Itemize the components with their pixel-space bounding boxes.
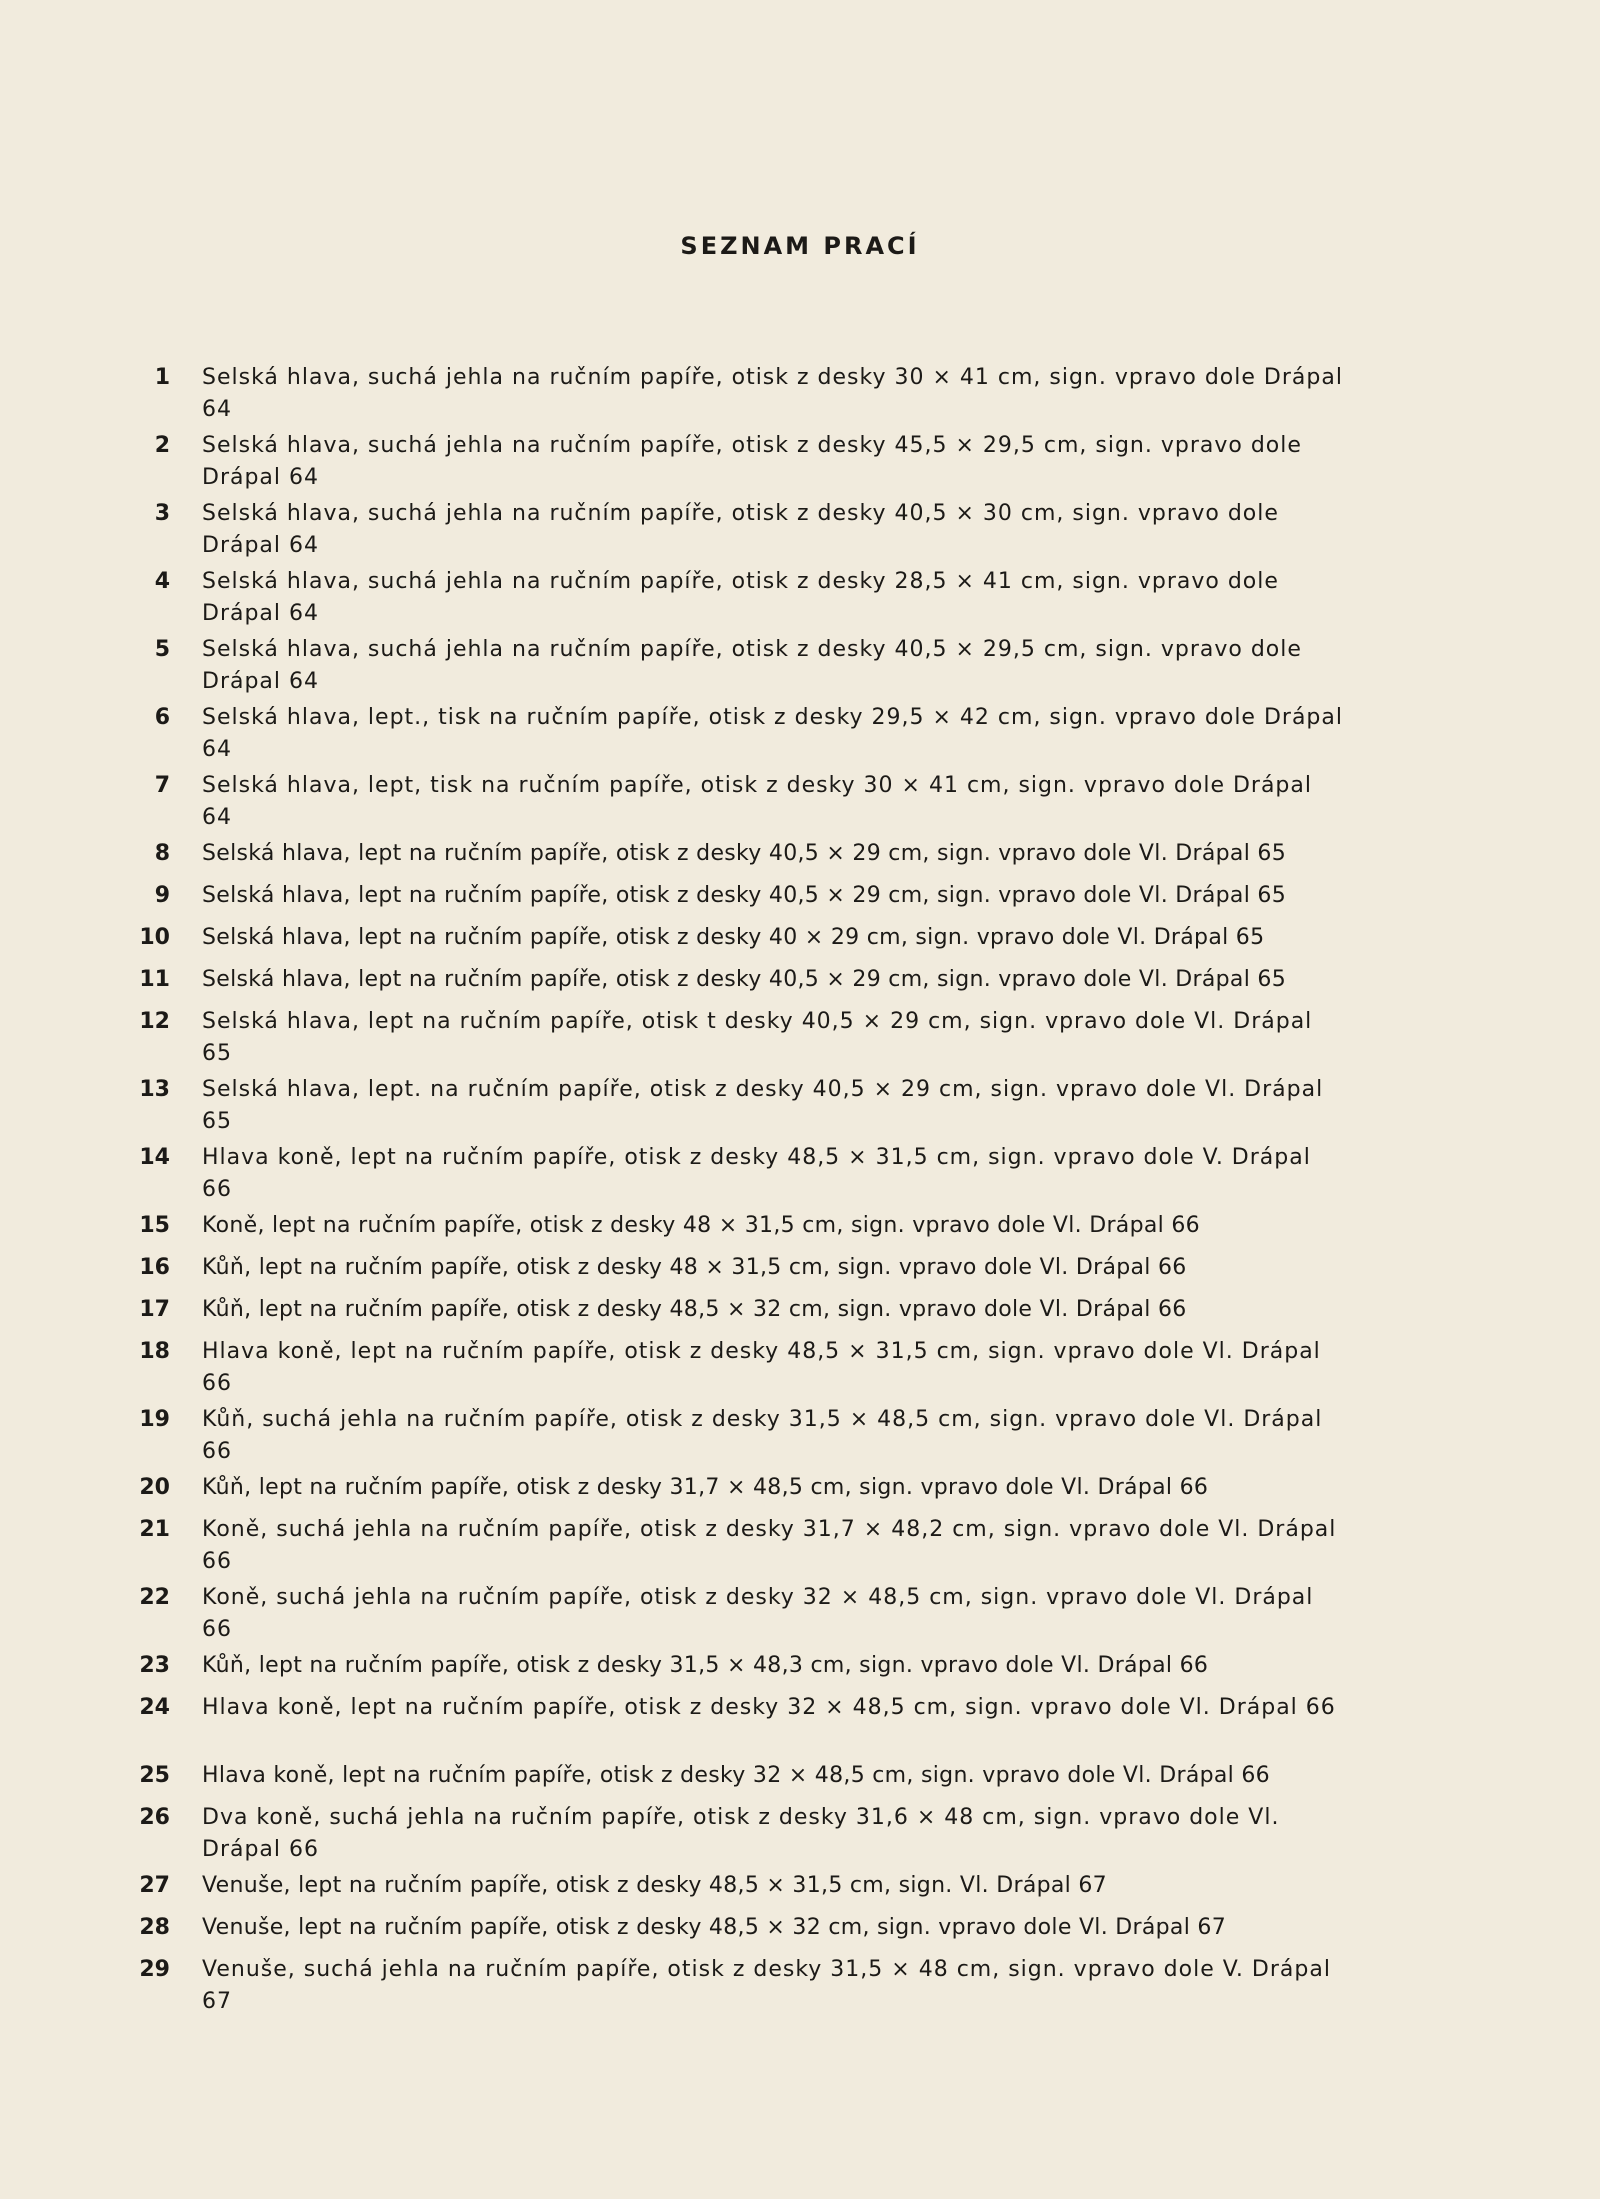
item-text: Selská hlava, lept na ručním papíře, otisk t desky 40,5 × 29 cm, sign. vpravo dole Vl. Drápal 65 [202, 1009, 1313, 1066]
item-number: 24 [139, 1695, 170, 1720]
list-item [136, 1472, 1346, 1514]
item-text: Hlava koně, lept na ručním papíře, otisk z desky 48,5 × 31,5 cm, sign. vpravo dole V. Drápal 66 [202, 1145, 1311, 1202]
item-number: 17 [139, 1297, 170, 1322]
item-text: Koně, lept na ručním papíře, otisk z desky 48 × 31,5 cm, sign. vpravo dole Vl. Drápal 66 [202, 1213, 1200, 1238]
item-number: 4 [154, 569, 170, 594]
list-item [136, 566, 1346, 634]
item-number: 14 [139, 1145, 170, 1170]
list-item [136, 1252, 1346, 1294]
item-text: Kůň, lept na ručním papíře, otisk z desky 31,7 × 48,5 cm, sign. vpravo dole Vl. Drápal 66 [202, 1475, 1209, 1500]
item-text: Selská hlava, lept na ručním papíře, otisk z desky 40,5 × 29 cm, sign. vpravo dole Vl. Drápal 65 [202, 841, 1286, 866]
item-text: Koně, suchá jehla na ručním papíře, otisk z desky 32 × 48,5 cm, sign. vpravo dole Vl. Drápal 66 [202, 1585, 1314, 1642]
list-item [136, 1294, 1346, 1336]
item-number: 20 [139, 1475, 170, 1500]
list-item [136, 922, 1346, 964]
item-text: Kůň, lept na ručním papíře, otisk z desky 31,5 × 48,3 cm, sign. vpravo dole Vl. Drápal 66 [202, 1653, 1209, 1678]
item-number: 22 [139, 1585, 170, 1610]
list-item [136, 838, 1346, 880]
item-text: Kůň, lept na ručním papíře, otisk z desky 48,5 × 32 cm, sign. vpravo dole Vl. Drápal 66 [202, 1297, 1187, 1322]
list-item [136, 964, 1346, 1006]
list-item [136, 880, 1346, 922]
item-text: Hlava koně, lept na ručním papíře, otisk z desky 32 × 48,5 cm, sign. vpravo dole Vl. Drápal 66 [202, 1695, 1336, 1720]
item-number: 2 [154, 433, 170, 458]
item-text: Selská hlava, lept. na ručním papíře, otisk z desky 40,5 × 29 cm, sign. vpravo dole Vl. Drápal 65 [202, 1077, 1324, 1134]
item-number: 23 [139, 1653, 170, 1678]
item-text: Selská hlava, suchá jehla na ručním papíře, otisk z desky 40,5 × 29,5 cm, sign. vpravo dole Drápal 64 [202, 637, 1302, 694]
item-number: 15 [139, 1213, 170, 1238]
item-text: Selská hlava, lept na ručním papíře, otisk z desky 40 × 29 cm, sign. vpravo dole Vl. Drápal 65 [202, 925, 1265, 950]
item-text: Selská hlava, suchá jehla na ručním papíře, otisk z desky 30 × 41 cm, sign. vpravo dole Drápal 64 [202, 365, 1343, 422]
list-item [136, 1954, 1346, 2022]
list-item [136, 1650, 1346, 1692]
list-item [136, 1210, 1346, 1252]
list-item [136, 362, 1346, 430]
item-number: 8 [154, 841, 170, 866]
list-item [136, 1802, 1346, 1870]
item-number: 29 [139, 1957, 170, 1982]
item-text: Koně, suchá jehla na ručním papíře, otisk z desky 31,7 × 48,2 cm, sign. vpravo dole Vl. Drápal 66 [202, 1517, 1337, 1574]
item-number: 28 [139, 1915, 170, 1940]
item-number: 11 [139, 967, 170, 992]
item-text: Hlava koně, lept na ručním papíře, otisk z desky 32 × 48,5 cm, sign. vpravo dole Vl. Drápal 66 [202, 1763, 1270, 1788]
item-number: 26 [139, 1805, 170, 1830]
list-item [136, 498, 1346, 566]
list-item [136, 1142, 1346, 1210]
list-item [136, 702, 1346, 770]
list-item [136, 1692, 1346, 1760]
item-number: 7 [154, 773, 170, 798]
item-text: Selská hlava, lept., tisk na ručním papíře, otisk z desky 29,5 × 42 cm, sign. vpravo dole Drápal 64 [202, 705, 1343, 762]
item-number: 12 [139, 1009, 170, 1034]
item-number: 16 [139, 1255, 170, 1280]
item-text: Selská hlava, lept na ručním papíře, otisk z desky 40,5 × 29 cm, sign. vpravo dole Vl. Drápal 65 [202, 883, 1286, 908]
item-text: Venuše, lept na ručním papíře, otisk z desky 48,5 × 31,5 cm, sign. Vl. Drápal 67 [202, 1873, 1107, 1898]
item-text: Dva koně, suchá jehla na ručním papíře, otisk z desky 31,6 × 48 cm, sign. vpravo dole Vl. Drápal 66 [202, 1805, 1280, 1862]
item-number: 5 [154, 637, 170, 662]
item-text: Venuše, suchá jehla na ručním papíře, otisk z desky 31,5 × 48 cm, sign. vpravo dole V. Drápal 67 [202, 1957, 1331, 2014]
item-number: 1 [154, 365, 170, 390]
item-number: 6 [154, 705, 170, 730]
list-item [136, 634, 1346, 702]
list-item [136, 1514, 1346, 1582]
list-item [136, 1074, 1346, 1142]
list-item [136, 1006, 1346, 1074]
item-number: 10 [139, 925, 170, 950]
list-item [136, 1404, 1346, 1472]
item-number: 13 [139, 1077, 170, 1102]
item-text: Venuše, lept na ručním papíře, otisk z desky 48,5 × 32 cm, sign. vpravo dole Vl. Drápal 67 [202, 1915, 1227, 1940]
list-item [136, 1870, 1346, 1912]
list-item [136, 1760, 1346, 1802]
item-number: 18 [139, 1339, 170, 1364]
item-text: Selská hlava, suchá jehla na ručním papíře, otisk z desky 28,5 × 41 cm, sign. vpravo dole Drápal 64 [202, 569, 1279, 626]
item-number: 3 [154, 501, 170, 526]
item-text: Kůň, lept na ručním papíře, otisk z desky 48 × 31,5 cm, sign. vpravo dole Vl. Drápal 66 [202, 1255, 1187, 1280]
item-number: 9 [154, 883, 170, 908]
item-text: Hlava koně, lept na ručním papíře, otisk z desky 48,5 × 31,5 cm, sign. vpravo dole Vl. Drápal 66 [202, 1339, 1321, 1396]
item-number: 19 [139, 1407, 170, 1432]
page-title: SEZNAM PRACÍ [680, 232, 920, 260]
item-number: 27 [139, 1873, 170, 1898]
item-number: 21 [139, 1517, 170, 1542]
list-item [136, 1336, 1346, 1404]
item-text: Selská hlava, lept na ručním papíře, otisk z desky 40,5 × 29 cm, sign. vpravo dole Vl. Drápal 65 [202, 967, 1286, 992]
list-item [136, 770, 1346, 838]
item-text: Selská hlava, suchá jehla na ručním papíře, otisk z desky 45,5 × 29,5 cm, sign. vpravo dole Drápal 64 [202, 433, 1302, 490]
item-number: 25 [139, 1763, 170, 1788]
list-item [136, 1912, 1346, 1954]
list-item [136, 1582, 1346, 1650]
item-text: Selská hlava, lept, tisk na ručním papíře, otisk z desky 30 × 41 cm, sign. vpravo dole Drápal 64 [202, 773, 1312, 830]
list-item [136, 430, 1346, 498]
item-text: Kůň, suchá jehla na ručním papíře, otisk z desky 31,5 × 48,5 cm, sign. vpravo dole Vl. Drápal 66 [202, 1407, 1323, 1464]
works-list [0, 362, 1600, 2022]
item-text: Selská hlava, suchá jehla na ručním papíře, otisk z desky 40,5 × 30 cm, sign. vpravo dole Drápal 64 [202, 501, 1279, 558]
